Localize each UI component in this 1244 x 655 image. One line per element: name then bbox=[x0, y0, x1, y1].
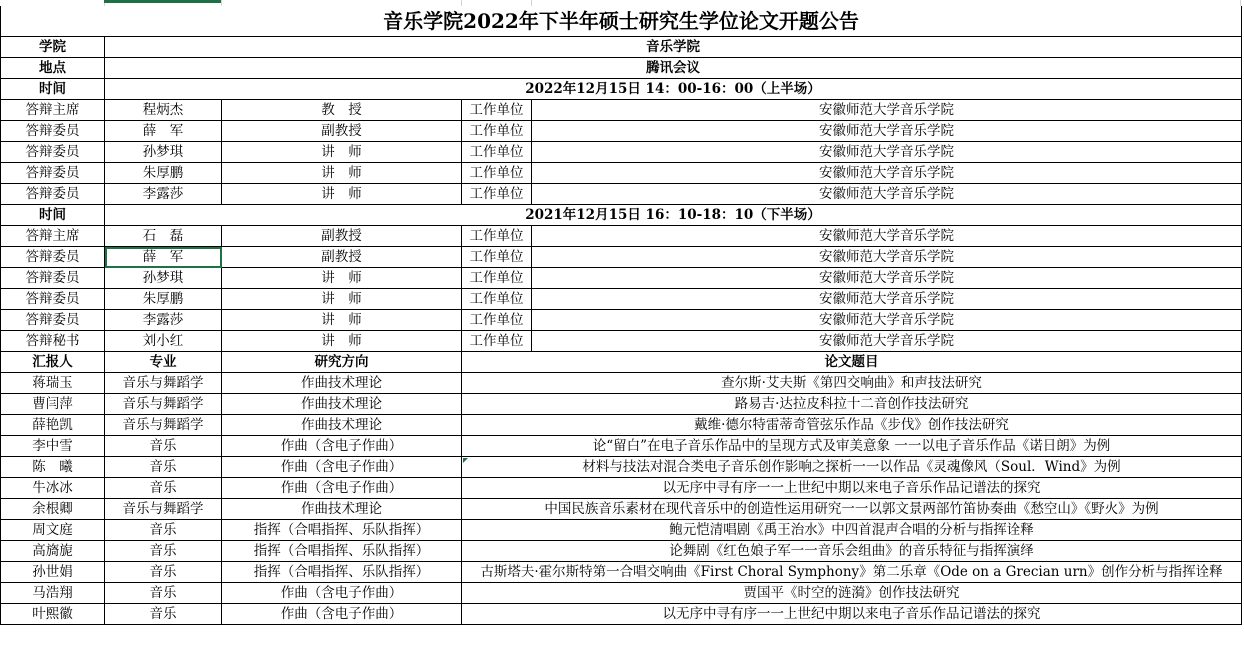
title-row bbox=[1, 6, 1242, 37]
student-name[interactable]: 马浩翔 bbox=[1, 583, 105, 604]
student-major[interactable]: 音乐 bbox=[105, 457, 222, 478]
student-major[interactable]: 音乐与舞蹈学 bbox=[105, 394, 222, 415]
member-name[interactable]: 李露莎 bbox=[105, 184, 222, 205]
member-title[interactable]: 讲 师 bbox=[222, 142, 462, 163]
unit-label[interactable]: 工作单位 bbox=[462, 163, 532, 184]
member-title[interactable]: 副教授 bbox=[222, 121, 462, 142]
member-title[interactable]: 教 授 bbox=[222, 100, 462, 121]
student-row bbox=[1, 415, 1242, 436]
member-role[interactable]: 答辩委员 bbox=[1, 310, 105, 331]
member-name[interactable]: 程炳杰 bbox=[105, 100, 222, 121]
unit-label[interactable]: 工作单位 bbox=[462, 331, 532, 352]
student-row bbox=[1, 373, 1242, 394]
unit-value[interactable]: 安徽师范大学音乐学院 bbox=[532, 331, 1242, 352]
students-header-row bbox=[1, 352, 1242, 373]
student-major[interactable]: 音乐与舞蹈学 bbox=[105, 499, 222, 520]
member-role[interactable]: 答辩委员 bbox=[1, 289, 105, 310]
member-role[interactable]: 答辩委员 bbox=[1, 142, 105, 163]
member-role[interactable]: 答辩主席 bbox=[1, 100, 105, 121]
student-name[interactable]: 余根卿 bbox=[1, 499, 105, 520]
thesis-title[interactable]: 贾国平《时空的涟漪》创作技法研究 bbox=[462, 583, 1242, 604]
thesis-title[interactable]: 古斯塔夫·霍尔斯特第一合唱交响曲《First Choral Symphony》第二乐章《Ode on a Grecian urn》创作分析与指挥诠释 bbox=[462, 562, 1242, 583]
college-label[interactable]: 学院 bbox=[1, 37, 105, 58]
unit-value[interactable]: 安徽师范大学音乐学院 bbox=[532, 247, 1242, 268]
thesis-title[interactable]: 论舞剧《红色娘子军一一音乐会组曲》的音乐特征与指挥演绎 bbox=[462, 541, 1242, 562]
member-name[interactable]: 孙梦琪 bbox=[105, 142, 222, 163]
student-row bbox=[1, 520, 1242, 541]
thesis-title[interactable]: 材料与技法对混合类电子音乐创作影响之探析一一以作品《灵魂像风（Soul．Wind》为例 bbox=[462, 457, 1242, 478]
student-row bbox=[1, 604, 1242, 625]
committee-row bbox=[1, 163, 1242, 184]
student-direction[interactable]: 作曲（含电子作曲） bbox=[222, 478, 462, 499]
member-role[interactable]: 答辩委员 bbox=[1, 184, 105, 205]
unit-label[interactable]: 工作单位 bbox=[462, 247, 532, 268]
direction-header[interactable]: 研究方向 bbox=[222, 352, 462, 373]
thesis-header[interactable]: 论文题目 bbox=[462, 352, 1242, 373]
student-major[interactable]: 音乐与舞蹈学 bbox=[105, 415, 222, 436]
student-direction[interactable]: 作曲技术理论 bbox=[222, 373, 462, 394]
student-row bbox=[1, 436, 1242, 457]
student-direction[interactable]: 指挥（合唱指挥、乐队指挥） bbox=[222, 541, 462, 562]
member-title[interactable]: 讲 师 bbox=[222, 268, 462, 289]
member-role[interactable]: 答辩秘书 bbox=[1, 331, 105, 352]
time-label[interactable]: 时间 bbox=[1, 205, 105, 226]
committee-row bbox=[1, 226, 1242, 247]
unit-value[interactable]: 安徽师范大学音乐学院 bbox=[532, 226, 1242, 247]
member-title[interactable]: 副教授 bbox=[222, 226, 462, 247]
student-direction[interactable]: 作曲技术理论 bbox=[222, 499, 462, 520]
member-title[interactable]: 讲 师 bbox=[222, 289, 462, 310]
student-row bbox=[1, 478, 1242, 499]
member-name[interactable]: 刘小红 bbox=[105, 331, 222, 352]
student-direction[interactable]: 指挥（合唱指挥、乐队指挥） bbox=[222, 520, 462, 541]
committee-row bbox=[1, 142, 1242, 163]
student-major[interactable]: 音乐与舞蹈学 bbox=[105, 373, 222, 394]
thesis-title[interactable]: 路易吉·达拉皮科拉十二音创作技法研究 bbox=[462, 394, 1242, 415]
student-direction[interactable]: 作曲技术理论 bbox=[222, 394, 462, 415]
reporter-header[interactable]: 汇报人 bbox=[1, 352, 105, 373]
student-major[interactable]: 音乐 bbox=[105, 583, 222, 604]
member-name[interactable]: 薛 军 bbox=[105, 247, 222, 268]
member-title[interactable]: 讲 师 bbox=[222, 163, 462, 184]
table-row bbox=[1, 205, 1242, 226]
column-selection-accent bbox=[104, 0, 221, 3]
time-label[interactable]: 时间 bbox=[1, 79, 105, 100]
student-name[interactable]: 周文庭 bbox=[1, 520, 105, 541]
comment-indicator bbox=[463, 458, 468, 463]
committee-row bbox=[1, 289, 1242, 310]
student-row bbox=[1, 541, 1242, 562]
session1-time[interactable]: 2022年12月15日 14：00-16：00（上半场） bbox=[105, 79, 1242, 100]
student-row bbox=[1, 394, 1242, 415]
session2-time[interactable]: 2021年12月15日 16：10-18：10（下半场） bbox=[105, 205, 1242, 226]
student-row bbox=[1, 499, 1242, 520]
committee-row bbox=[1, 268, 1242, 289]
student-name[interactable]: 蒋瑞玉 bbox=[1, 373, 105, 394]
unit-value[interactable]: 安徽师范大学音乐学院 bbox=[532, 100, 1242, 121]
committee-row bbox=[1, 121, 1242, 142]
table-row bbox=[1, 58, 1242, 79]
table-row bbox=[1, 37, 1242, 58]
thesis-title[interactable]: 戴维·德尔特雷蒂奇管弦乐作品《步伐》创作技法研究 bbox=[462, 415, 1242, 436]
unit-label[interactable]: 工作单位 bbox=[462, 289, 532, 310]
member-role[interactable]: 答辩委员 bbox=[1, 121, 105, 142]
unit-label[interactable]: 工作单位 bbox=[462, 184, 532, 205]
thesis-title[interactable]: 以无序中寻有序一一上世纪中期以来电子音乐作品记谱法的探究 bbox=[462, 478, 1242, 499]
member-name[interactable]: 李露莎 bbox=[105, 310, 222, 331]
table-body bbox=[1, 6, 1242, 625]
student-major[interactable]: 音乐 bbox=[105, 520, 222, 541]
student-name[interactable]: 孙世娟 bbox=[1, 562, 105, 583]
unit-value[interactable]: 安徽师范大学音乐学院 bbox=[532, 142, 1242, 163]
member-role[interactable]: 答辩委员 bbox=[1, 247, 105, 268]
unit-label[interactable]: 工作单位 bbox=[462, 100, 532, 121]
unit-label[interactable]: 工作单位 bbox=[462, 226, 532, 247]
student-name[interactable]: 薛艳凯 bbox=[1, 415, 105, 436]
member-title[interactable]: 副教授 bbox=[222, 247, 462, 268]
unit-label[interactable]: 工作单位 bbox=[462, 310, 532, 331]
student-name[interactable]: 牛冰冰 bbox=[1, 478, 105, 499]
thesis-title[interactable]: 查尔斯·艾夫斯《第四交响曲》和声技法研究 bbox=[462, 373, 1242, 394]
location-value[interactable]: 腾讯会议 bbox=[105, 58, 1242, 79]
member-name[interactable]: 朱厚鹏 bbox=[105, 163, 222, 184]
college-value[interactable]: 音乐学院 bbox=[105, 37, 1242, 58]
member-name[interactable]: 孙梦琪 bbox=[105, 268, 222, 289]
student-row bbox=[1, 562, 1242, 583]
committee-row bbox=[1, 100, 1242, 121]
member-title[interactable]: 讲 师 bbox=[222, 310, 462, 331]
page-title[interactable]: 音乐学院2022年下半年硕士研究生学位论文开题公告 bbox=[1, 6, 1242, 37]
thesis-title[interactable]: 以无序中寻有序一一上世纪中期以来电子音乐作品记谱法的探究 bbox=[462, 604, 1242, 625]
announcement-table bbox=[0, 6, 1242, 625]
member-role[interactable]: 答辩主席 bbox=[1, 226, 105, 247]
member-name[interactable]: 石 磊 bbox=[105, 226, 222, 247]
student-direction[interactable]: 作曲（含电子作曲） bbox=[222, 436, 462, 457]
student-major[interactable]: 音乐 bbox=[105, 478, 222, 499]
member-title[interactable]: 讲 师 bbox=[222, 184, 462, 205]
unit-label[interactable]: 工作单位 bbox=[462, 268, 532, 289]
member-role[interactable]: 答辩委员 bbox=[1, 163, 105, 184]
student-name[interactable]: 陈 曦 bbox=[1, 457, 105, 478]
student-direction[interactable]: 作曲（含电子作曲） bbox=[222, 457, 462, 478]
student-name[interactable]: 李中雪 bbox=[1, 436, 105, 457]
unit-value[interactable]: 安徽师范大学音乐学院 bbox=[532, 184, 1242, 205]
unit-label[interactable]: 工作单位 bbox=[462, 142, 532, 163]
unit-label[interactable]: 工作单位 bbox=[462, 121, 532, 142]
table-row bbox=[1, 79, 1242, 100]
location-label[interactable]: 地点 bbox=[1, 58, 105, 79]
student-direction[interactable]: 作曲（含电子作曲） bbox=[222, 604, 462, 625]
student-direction[interactable]: 作曲技术理论 bbox=[222, 415, 462, 436]
unit-value[interactable]: 安徽师范大学音乐学院 bbox=[532, 163, 1242, 184]
student-name[interactable]: 高旖旎 bbox=[1, 541, 105, 562]
thesis-title[interactable]: 鲍元恺清唱剧《禹王治水》中四首混声合唱的分析与指挥诠释 bbox=[462, 520, 1242, 541]
committee-row bbox=[1, 184, 1242, 205]
committee-row bbox=[1, 247, 1242, 268]
unit-value[interactable]: 安徽师范大学音乐学院 bbox=[532, 289, 1242, 310]
student-direction[interactable]: 指挥（合唱指挥、乐队指挥） bbox=[222, 562, 462, 583]
unit-value[interactable]: 安徽师范大学音乐学院 bbox=[532, 268, 1242, 289]
unit-value[interactable]: 安徽师范大学音乐学院 bbox=[532, 310, 1242, 331]
student-name[interactable]: 曹闫萍 bbox=[1, 394, 105, 415]
student-row bbox=[1, 457, 1242, 478]
student-major[interactable]: 音乐 bbox=[105, 562, 222, 583]
unit-value[interactable]: 安徽师范大学音乐学院 bbox=[532, 121, 1242, 142]
student-name[interactable]: 叶熙徽 bbox=[1, 604, 105, 625]
student-direction[interactable]: 作曲（含电子作曲） bbox=[222, 583, 462, 604]
student-major[interactable]: 音乐 bbox=[105, 541, 222, 562]
member-role[interactable]: 答辩委员 bbox=[1, 268, 105, 289]
thesis-title[interactable]: 论“留白”在电子音乐作品中的呈现方式及审美意象 一一以电子音乐作品《诺日朗》为例 bbox=[462, 436, 1242, 457]
member-name[interactable]: 朱厚鹏 bbox=[105, 289, 222, 310]
member-name[interactable]: 薛 军 bbox=[105, 121, 222, 142]
student-major[interactable]: 音乐 bbox=[105, 436, 222, 457]
major-header[interactable]: 专业 bbox=[105, 352, 222, 373]
student-row bbox=[1, 583, 1242, 604]
committee-row bbox=[1, 310, 1242, 331]
member-title[interactable]: 讲 师 bbox=[222, 331, 462, 352]
committee-row bbox=[1, 331, 1242, 352]
student-major[interactable]: 音乐 bbox=[105, 604, 222, 625]
thesis-title[interactable]: 中国民族音乐素材在现代音乐中的创造性运用研究一一以郭文景两部竹笛协奏曲《愁空山》《野火》为例 bbox=[462, 499, 1242, 520]
